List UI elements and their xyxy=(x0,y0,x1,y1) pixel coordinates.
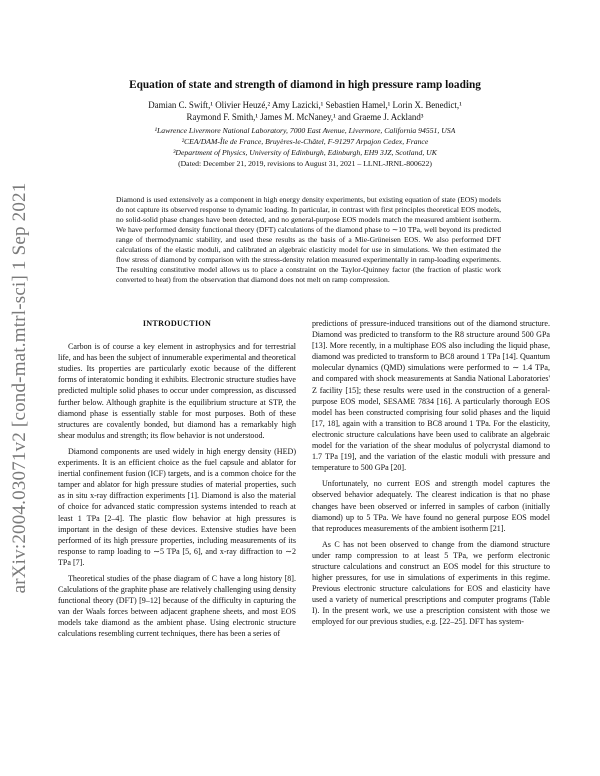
right-column xyxy=(312,318,550,633)
paragraph: predictions of pressure-induced transitions out of the diamond structure. Diamond was predicted to transform to the R8 structure around 500 GPa [13]. More recently, in a multiphase EOS also including the liquid phase, diamond was predicted to transform to BC8 around 1 TPa [14]. Quantum molecular dynamics (QMD) simulations were performed to ∼ 1.4 TPa, and compared with shock measurements at Sandia National Laboratories' Z facility [15]; these results were used in the construction of a general-purpose EOS model, SESAME 7834 [16]. A particularly thorough EOS model has been constructed comprising four solid phases and the liquid [17, 18], again with a transition to BC8 around 1 TPa. For the elasticity, electronic structure calculations have been used to calibrate an algebraic model for the variation of the shear modulus of polycrystal diamond to 1.7 TPa [19], and the variation of the elastic moduli with pressure and temperature to 500 GPa [20]. xyxy=(312,319,550,473)
arxiv-sidebar xyxy=(6,0,34,776)
author-list-line-1: Damian C. Swift,¹ Olivier Heuzé,² Amy Lazicki,¹ Sebastien Hamel,¹ Lorin X. Benedict,¹ xyxy=(148,100,462,110)
paragraph: Carbon is of course a key element in astrophysics and for terrestrial life, and has been the subject of innumerable experimental and theoretical studies. Its properties are particularly exotic because of the different forms of interatomic bonding it exhibits. Electronic structure studies have predicted multiple solid phases to occur under compression, as discussed further below. Although graphite is the equilibrium structure at STP, the diamond phase is essentially stable for most purposes. Both of these structures are covalently bonded, but diamond has a remarkably high shear modulus and strength; its flow behavior is not understood. xyxy=(58,342,296,440)
paragraph: As C has not been observed to change from the diamond structure under ramp compression to at least 5 TPa, we perform electronic structure calculations and construct an EOS model for this structure to higher pressures, for use in simulations of experiments in this regime. Previous electronic structure calculations for EOS and elasticity have used a variety of numerical prescriptions and computer programs (Table I). In the present work, we use a prescription consistent with those we employed for our previous studies, e.g. [22–25]. DFT has system- xyxy=(312,539,550,627)
paragraph: Unfortunately, no current EOS and strength model captures the observed behavior adequately. The clearest indication is that no phase changes have been observed or inferred in samples of carbon (initially diamond) up to 5 TPa. We have found no general purpose EOS model that reproduces measurements of the ambient isotherm [21]. xyxy=(312,479,550,533)
section-heading-introduction: INTRODUCTION xyxy=(142,319,212,328)
abstract: Diamond is used extensively as a component in high energy density experiments, but existing equation of state (EOS) models do not capture its observed response to dynamic loading. In particular, in contrast with first principles theoretical EOS models, no solid-solid phase changes have been detected, and no general-purpose EOS models match the measured ambient isotherm. We have performed density functional theory (DFT) calculations of the diamond phase to ∼10 TPa, well beyond its predicted range of thermodynamic stability, and used these results as the basis of a Mie-Grüneisen EOS. We also performed DFT calculations of the elastic moduli, and calibrated an algebraic elasticity model for use in simulations. We then estimated the flow stress of diamond by comparison with the stress-density relation measured experimentally in ramp-loading experiments. The resulting constitutive model allows us to place a constraint on the Taylor-Quinney factor (the fraction of plastic work converted to heat) from the observation that diamond does not melt on ramp compression. xyxy=(116,195,501,285)
affiliation-2: ²CEA/DAM-Île de France, Bruyères-le-Châtel, F-91297 Arpajon Cedex, France xyxy=(181,137,429,146)
paragraph: Diamond components are used widely in high energy density (HED) experiments. It is an efficient choice as the fuel capsule and ablator for inertial confinement fusion (ICF) targets, and is a common choice for the tamper and ablator for high pressure studies of material properties, such as in situ x-ray diffraction experiments [1]. Diamond is also the material of choice for advanced static compression systems intended to reach at least 1 TPa [2–4]. The plastic flow behavior at high pressures is important in the design of these devices. Extensive studies have been performed of its high pressure properties, including measurements of its response to ramp loading to ∼5 TPa [5, 6], and x-ray diffraction to ∼2 TPa [7]. xyxy=(58,446,296,567)
left-column xyxy=(58,318,296,645)
paragraph: Theoretical studies of the phase diagram of C have a long history [8]. Calculations of the graphite phase are relatively challenging using density functional theory (DFT) [9–12] because of the difficulty in capturing the van der Waals forces between adjacent graphene sheets, and most EOS models take diamond as the ambient phase. Using electronic structure calculations resembling current techniques, there has been a series of xyxy=(58,573,296,639)
paper-title: Equation of state and strength of diamond in high pressure ramp loading xyxy=(129,79,481,91)
dated-line: (Dated: December 21, 2019, revisions to August 31, 2021 – LLNL-JRNL-800622) xyxy=(178,159,432,168)
affiliation-3: ³Department of Physics, University of Edinburgh, Edinburgh, EH9 3JZ, Scotland, UK xyxy=(173,148,437,157)
author-list-line-2: Raymond F. Smith,¹ James M. McNaney,¹ and Graeme J. Ackland³ xyxy=(186,112,424,122)
arxiv-identifier: arXiv:2004.03071v2 [cond-mat.mtrl-sci] 1 Sep 2021 xyxy=(9,182,30,594)
affiliation-1: ¹Lawrence Livermore National Laboratory, 7000 East Avenue, Livermore, California 94551, USA xyxy=(154,126,456,135)
